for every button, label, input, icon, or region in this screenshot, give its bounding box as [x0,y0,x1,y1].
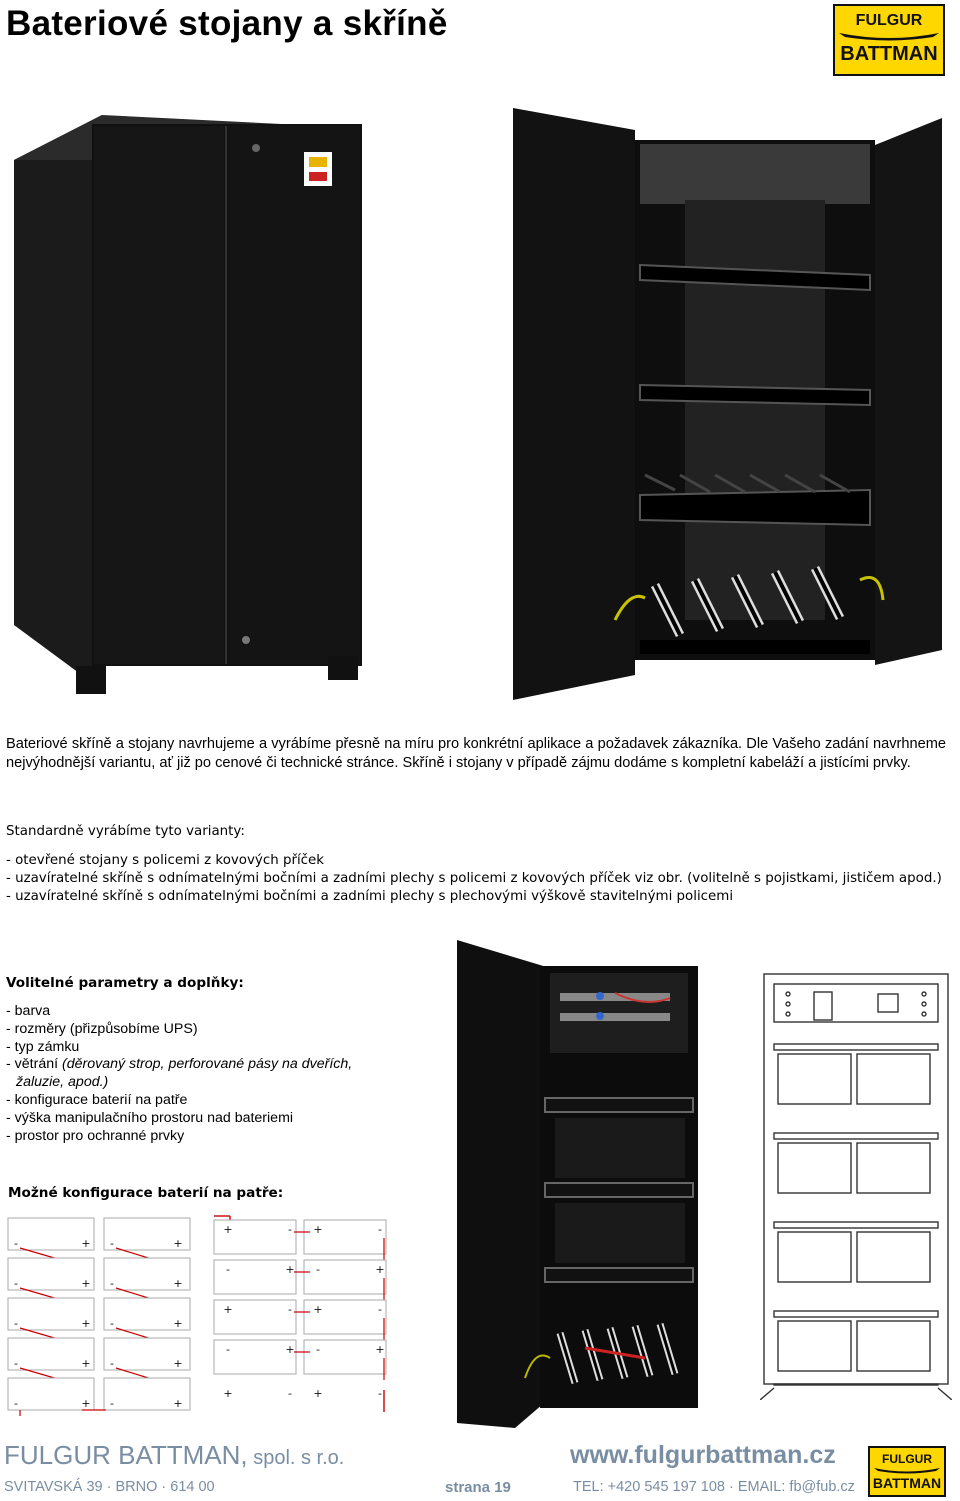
standard-variants-title: Standardně vyrábíme tyto varianty: [6,824,245,839]
polarity-label: + [313,1223,323,1236]
polarity-label: + [173,1317,183,1330]
polarity-label: - [14,1397,18,1410]
logo-line2: BATTMAN [872,1475,942,1491]
polarity-label: + [81,1317,91,1330]
polarity-label: - [316,1263,320,1276]
footer-company-name [4,1440,345,1470]
ventilation-note: (děrovaný strop, perforované pásy na dveřích, [61,1056,353,1073]
page-number: strana 19 [445,1479,511,1496]
polarity-label: - [110,1397,114,1410]
polarity-label: - [378,1303,382,1316]
polarity-label: + [173,1237,183,1250]
footer-contact: TEL: +420 545 197 108 · EMAIL: fb@fub.cz [573,1479,855,1495]
polarity-label: + [81,1277,91,1290]
polarity-label: - [288,1387,292,1400]
logo-wing-icon [837,31,941,41]
optional-params-list [6,1003,352,1145]
polarity-label: - [14,1277,18,1290]
polarity-label: + [173,1397,183,1410]
polarity-label: - [288,1303,292,1316]
polarity-label: + [375,1343,385,1356]
logo-line1: FULGUR [882,1452,932,1466]
logo-line2: BATTMAN [840,43,938,65]
list-item: - prostor pro ochranné prvky [6,1127,185,1144]
logo-wing-icon [872,1466,942,1474]
battery-config-diagram-diagonal [6,1212,196,1420]
polarity-label: + [285,1263,295,1276]
polarity-label: + [223,1303,233,1316]
list-item: - uzavíratelné skříně s odnímatelnými bočními a zadními plechy s plechovými výškově stavitelnými policemi [6,889,734,904]
polarity-label: + [173,1277,183,1290]
polarity-label: + [81,1237,91,1250]
closed-cabinet-photo [6,100,366,705]
polarity-label: + [313,1387,323,1400]
polarity-label: - [14,1317,18,1330]
battery-rack-photo [455,938,705,1438]
polarity-label: - [226,1343,230,1356]
battery-configs-title: Možné konfigurace baterií na patře: [8,1185,284,1201]
polarity-label: + [285,1343,295,1356]
polarity-label: - [110,1277,114,1290]
company-name: FULGUR BATTMAN, [4,1440,248,1470]
polarity-label: - [14,1357,18,1370]
polarity-label: - [110,1357,114,1370]
list-item: - uzavíratelné skříně s odnímatelnými bočními a zadními plechy s policemi z kovových příček viz obr. (volitelně s pojistkami, jističem apod.) [6,871,942,886]
open-cabinet-photo [505,100,950,705]
footer-address: SVITAVSKÁ 39 · BRNO · 614 00 [4,1479,215,1495]
list-item-continuation [6,1074,352,1092]
battery-config-diagram-parallel [210,1212,400,1420]
standard-variants-list [6,852,942,906]
logo-line1: FULGUR [855,12,923,29]
polarity-label: - [288,1223,292,1236]
polarity-label: - [110,1317,114,1330]
polarity-label: + [223,1387,233,1400]
polarity-label: - [378,1223,382,1236]
footer-website-link[interactable]: www.fulgurbattman.cz [570,1441,836,1469]
list-item: - typ zámku [6,1038,80,1055]
list-item: - otevřené stojany s policemi z kovových příček [6,853,325,868]
polarity-label: - [316,1343,320,1356]
company-suffix: spol. s r.o. [247,1447,345,1469]
polarity-label: + [223,1223,233,1236]
polarity-label: - [14,1237,18,1250]
list-item: - rozměry (přizpůsobíme UPS) [6,1020,198,1037]
intro-paragraph: Bateriové skříně a stojany navrhujeme a vyrábíme přesně na míru pro konkrétní aplikace a požadavek zákazníka. Dle Vašeho zadání navrhneme nejvýhodnější variantu, ať již po cenové či technické stránce. Skříně i stojany v případě zájmu dodáme s kompletní kabeláží a jistícími prvky. [6,736,946,771]
optional-params-title: Volitelné parametry a doplňky: [6,975,244,991]
list-item: - konfigurace baterií na patře [6,1091,188,1108]
polarity-label: - [378,1387,382,1400]
list-item: - výška manipulačního prostoru nad bateriemi [6,1109,294,1126]
fulgur-battman-logo [833,4,945,76]
page-title: Bateriové stojany a skříně [6,4,448,43]
list-item [6,1056,352,1074]
ventilation-note-cont: žaluzie, apod.) [16,1074,109,1091]
battery-rack-drawing [760,970,952,1400]
list-item-text: - větrání [6,1056,62,1073]
polarity-label: + [81,1397,91,1410]
fulgur-battman-logo-footer [868,1446,946,1497]
list-item: - barva [6,1003,51,1019]
polarity-label: + [81,1357,91,1370]
polarity-label: + [313,1303,323,1316]
polarity-label: - [110,1237,114,1250]
polarity-label: - [226,1263,230,1276]
polarity-label: + [375,1263,385,1276]
polarity-label: + [173,1357,183,1370]
